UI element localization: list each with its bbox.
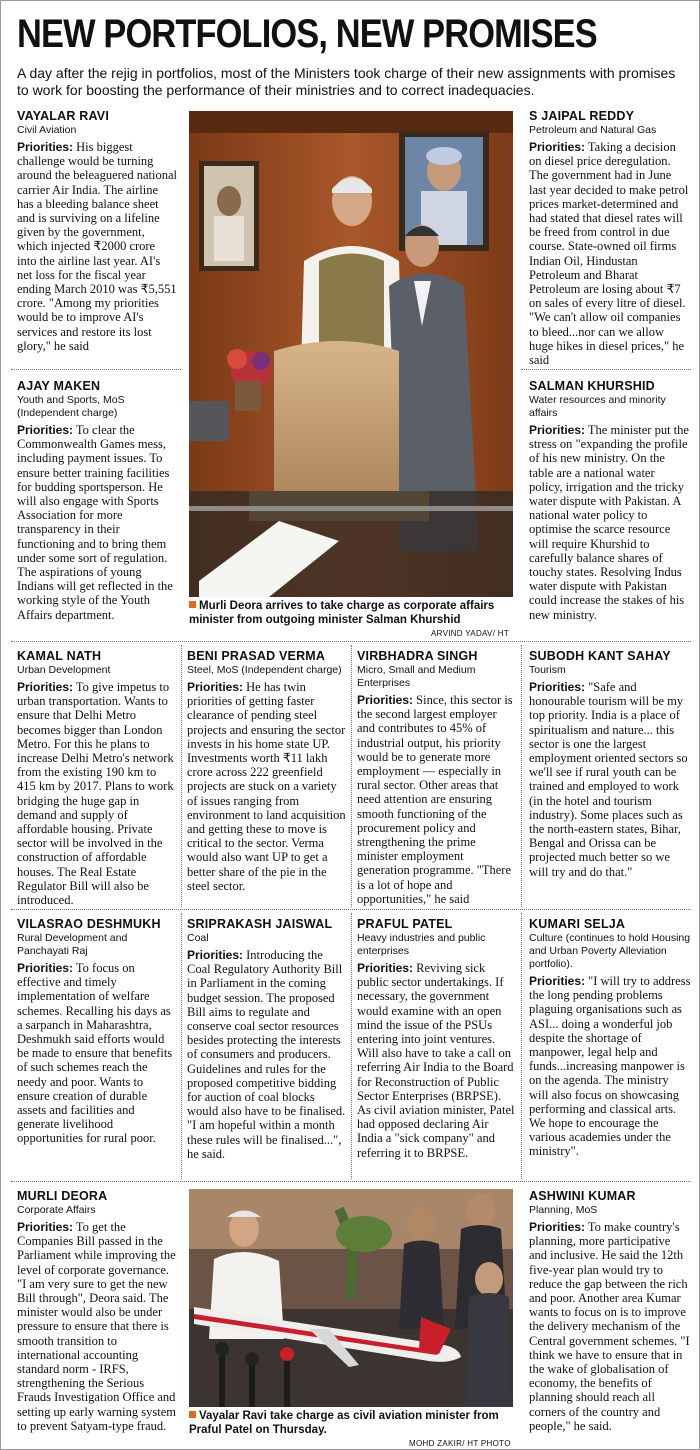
portfolio: Water resources and minority affairs [529, 394, 666, 419]
minister-name: PRAFUL PATEL [357, 917, 453, 931]
priorities-text: Priorities: He has twin priorities of getting faster clearance of pending steel projects and ensuring the sector invests in his home state UP. Investments worth ₹11 lakh crore across 222 greenfield projects are stuck on a variety of issues ranging from environment to land acquisition and getting these to move is critical to the sector. Verma would also want UP to get a better share of the pie in the steel sector. [187, 680, 346, 893]
rule-col-1b [181, 913, 182, 1179]
portfolio: Petroleum and Natural Gas [529, 124, 657, 136]
minister-name: ASHWINI KUMAR [529, 1189, 636, 1203]
portfolio: Culture (continues to hold Housing and Urban Poverty Alleviation portfolio). [529, 932, 691, 970]
portfolio: Tourism [529, 664, 566, 676]
minister-name: SRIPRAKASH JAISWAL [187, 917, 333, 931]
profile-virbhadra-singh [357, 649, 517, 907]
priorities-label: Priorities: [187, 680, 244, 694]
rule-row-3 [11, 909, 691, 910]
minister-name: VIRBHADRA SINGH [357, 649, 478, 663]
profile-vilasrao-deshmukh [17, 917, 177, 1179]
priorities-text: Priorities: His biggest challenge would be turning around the beleaguered national carrier Air India. The airline has a bleeding balance sheet and is surviving on a lifeline given by the government, which injected ₹2000 crore into the airline last year. AI's net loss for the fiscal year ending March 2010 was ₹5,551 crore. "Among my priorities would be to improve AI's services and restore its lost glory," he said [17, 140, 177, 353]
minister-name: VAYALAR RAVI [17, 109, 110, 123]
minister-name: KUMARI SELJA [529, 917, 626, 931]
priorities-text: Priorities: To give impetus to urban transportation. Wants to ensure that Delhi Metro becomes bigger than London Metro. For this he plans to increase Delhi Metro's network from the existing 190 km to 415 km by 2017. Plans to work bridging the huge gap in demand and supply of affordable housing. Private sector will be involved in the construction of affordable houses. The Real Estate Regulator Bill will also be introduced. [17, 680, 174, 907]
caption-marker-icon [189, 1411, 196, 1418]
minister-name: KAMAL NATH [17, 649, 102, 663]
priorities-label: Priorities: [357, 693, 414, 707]
priorities-label: Priorities: [529, 974, 586, 988]
priorities-label: Priorities: [187, 948, 244, 962]
rule-col-2b [351, 913, 352, 1179]
rule-right-mid [521, 369, 691, 370]
rule-row-2 [11, 641, 691, 642]
priorities-text: Priorities: "I will try to address the long pending problems plaguing organisations such as ASI... doing a wonderful job despite the shortage of manpower, legal help and funds...increasing manpower is on the agenda. The ministry will also focus on showcasing performing and classical arts. We hope to encourage the various academies under the ministry". [529, 974, 691, 1159]
profile-kamal-nath [17, 649, 177, 907]
portfolio: Coal [187, 932, 209, 944]
profile-ashwini-kumar [529, 1189, 691, 1445]
photo-deora-khurshid [189, 111, 513, 597]
rule-left-mid [11, 369, 181, 370]
profile-praful-patel [357, 917, 517, 1179]
rule-row-4 [11, 1181, 691, 1182]
priorities-label: Priorities: [17, 1220, 74, 1234]
portfolio: Corporate Affairs [17, 1204, 96, 1216]
rule-col-3 [521, 645, 522, 907]
priorities-text: Priorities: Taking a decision on diesel price deregulation. The government had in June last year decided to make petrol prices market-determined and had stated that diesel rates will be freed from control in due course. State-owned oil firms Indian Oil, Hindustan Petroleum and Bharat Petroleum are losing about ₹7 on sales of every litre of diesel. "We can't allow oil companies to bleed...nor can we allow huge hikes in diesel prices," he said [529, 140, 689, 367]
profile-murli-deora [17, 1189, 177, 1445]
profile-vayalar-ravi [17, 109, 177, 367]
photo-top-caption: Murli Deora arrives to take charge as corporate affairs minister from outgoing minister Salman Khurshid [189, 600, 495, 626]
profile-sriprakash-jaiswal [187, 917, 347, 1179]
priorities-label: Priorities: [17, 961, 74, 975]
priorities-label: Priorities: [17, 140, 74, 154]
priorities-text: Priorities: To make country's planning, more participative and inclusive. He said the 12th five-year plan would try to reduce the gap between the rich and poor. Another area Kumar wants to focus on is to improve the delivery mechanism of the Central government schemes. "I think we have to ensure that in the wake of globalisation of economy, the benefits of planning should reach all corners of the country and people," he said. [529, 1220, 690, 1433]
profile-ajay-maken [17, 379, 177, 637]
minister-name: MURLI DEORA [17, 1189, 108, 1203]
priorities-text: Priorities: Introducing the Coal Regulatory Authority Bill in Parliament in the coming budget session. The proposed Bill aims to regulate and conserve coal sector resources besides protecting the interests of consumers and producers. Guidelines and rules for the proposed competitive bidding for auction of coal blocks would also have to be finalised. "I am hopeful within a month these rules will be finalised...", he said. [187, 948, 346, 1161]
minister-name: S JAIPAL REDDY [529, 109, 635, 123]
photo-bottom-caption: Vayalar Ravi take charge as civil aviation minister from Praful Patel on Thursday. [189, 1410, 499, 1436]
photo-bottom-credit: MOHD ZAKIR/ HT PHOTO [409, 1439, 511, 1448]
intro-paragraph: A day after the rejig in portfolios, most of the Ministers took charge of their new assignments with promises to work for boosting the performance of their ministries and to correct inadequacies. [17, 65, 676, 98]
priorities-text: Priorities: "Safe and honourable tourism will be my top priority. India is a place of spiritualism and nature... this sector is one the largest employment oriented sectors so we'll see if rural youth can be trained and employed to work (in the hotel and tourism industry). Some places such as the north-eastern states, Bihar, Bengal and Orissa can be projected much better so we will try and do that." [529, 680, 688, 879]
photo-illustration [189, 1189, 513, 1407]
portfolio: Youth and Sports, MoS (Independent charge) [17, 394, 125, 419]
priorities-label: Priorities: [529, 140, 586, 154]
priorities-text: Priorities: To focus on effective and timely implementation of welfare schemes. Recalling his days as a sarpanch in Maharashtra, Deshmukh said efforts would be made to ensure that benefits of such schemes reach the needy and poor. Wants to ensure creation of durable assets and facilities and generate livelihood opportunities for rural poor. [17, 961, 173, 1146]
priorities-text: Priorities: Since, this sector is the second largest employer and contributes to 45% of industrial output, his priority would be to generate more employment — especially in rural sector. Other areas that need attention are ensuring smooth functioning of the procurement policy and strengthening the prime minister employment generation programme. "There is a lot of hope and opportunities," he said [357, 693, 513, 906]
minister-name: VILASRAO DESHMUKH [17, 917, 161, 931]
profile-beni-prasad-verma [187, 649, 347, 907]
portfolio: Urban Development [17, 664, 111, 676]
photo-top-credit: ARVIND YADAV/ HT [431, 629, 510, 638]
rule-col-1 [181, 645, 182, 907]
profile-kumari-selja [529, 917, 691, 1179]
priorities-text: Priorities: The minister put the stress on "expanding the profile of his new ministry. On the table are a national water policy, irrigation and the tricky water dispute with Pakistan. A national water policy to optimise the scarce resource will require Khurshid to carefully balance shares of touchy states. Resolving Indus water dispute with Pakistan could increase the stakes of his new ministry. [529, 423, 689, 622]
priorities-label: Priorities: [529, 423, 586, 437]
photo-illustration [189, 111, 513, 597]
portfolio: Rural Development and Panchayati Raj [17, 932, 128, 957]
minister-name: BENI PRASAD VERMA [187, 649, 326, 663]
profile-salman-khurshid [529, 379, 691, 637]
priorities-text: Priorities: To get the Companies Bill passed in the Parliament while improving the level of corporate governance. "I am very sure to get the new Bill through", Deora said. The minister would also be under pressure to ensure that there is smooth transition to international accounting standard norm - IRFS, strengthening the Serious Frauds Investigation Office and setting up early warning system to prevent Satyam-type fraud. [17, 1220, 176, 1433]
portfolio: Planning, MoS [529, 1204, 598, 1216]
rule-col-2 [351, 645, 352, 907]
priorities-text: Priorities: To clear the Commonwealth Games mess, including payment issues. To ensure better training facilities for budding sportsperson. He will also engage with Sports Association for more transparency in their functioning and to bring them under some sort of regulation. The aspirations of young Indians will get reflected in the working style of the Youth Affairs department. [17, 423, 173, 622]
profile-s-jaipal-reddy [529, 109, 691, 367]
portfolio: Heavy industries and public enterprises [357, 932, 486, 957]
priorities-label: Priorities: [529, 680, 586, 694]
headline: NEW PORTFOLIOS, NEW PROMISES [17, 12, 597, 56]
priorities-label: Priorities: [357, 961, 414, 975]
portfolio: Steel, MoS (Independent charge) [187, 664, 342, 676]
priorities-text: Priorities: Reviving sick public sector undertakings. If necessary, the government would examine with an open mind the issue of the PSUs entering into joint ventures. Will also have to take a call on referring Air India to the Board for Reconstruction of Public Sector Enterprises (BRPSE). As civil aviation minister, Patel had opposed declaring Air India a "sick company" and referring it to BRPSE. [357, 961, 515, 1160]
portfolio: Civil Aviation [17, 124, 77, 136]
portfolio: Micro, Small and Medium Enterprises [357, 664, 476, 689]
priorities-label: Priorities: [529, 1220, 586, 1234]
priorities-label: Priorities: [17, 680, 74, 694]
minister-name: SUBODH KANT SAHAY [529, 649, 671, 663]
caption-marker-icon [189, 601, 196, 608]
rule-col-3b [521, 913, 522, 1179]
minister-name: AJAY MAKEN [17, 379, 101, 393]
minister-name: SALMAN KHURSHID [529, 379, 655, 393]
profile-subodh-kant-sahay [529, 649, 691, 907]
priorities-label: Priorities: [17, 423, 74, 437]
photo-ravi-aircraft [189, 1189, 513, 1407]
